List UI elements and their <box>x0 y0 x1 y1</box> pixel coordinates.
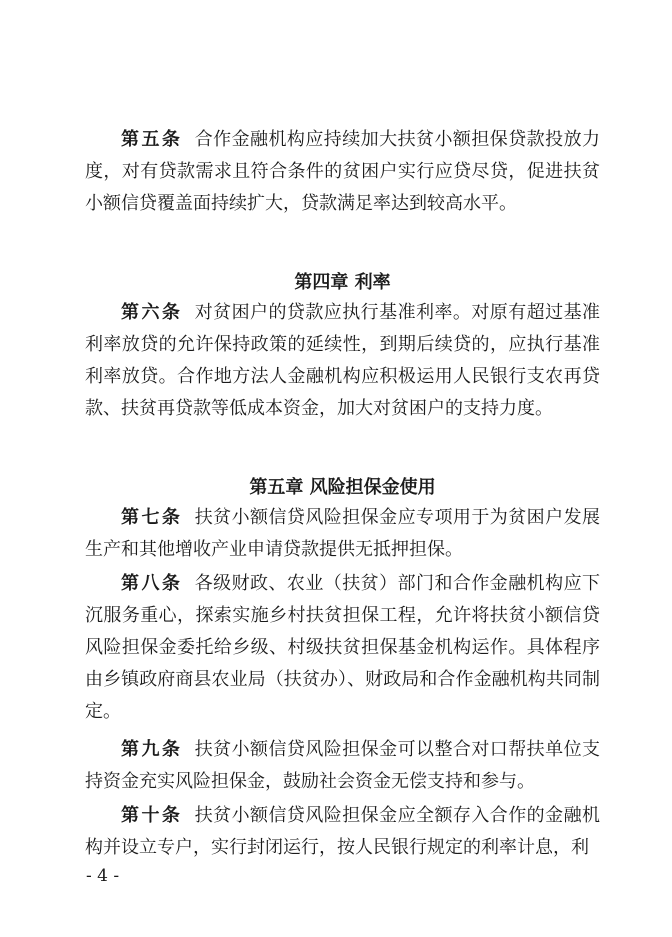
article-text: 扶贫小额信贷风险担保金可以整合对口帮扶单位支持资金充实风险担保金，鼓励社会资金无偿支持和参与。 <box>85 739 601 792</box>
article-label: 第九条 <box>121 739 183 760</box>
article-8 <box>85 568 600 728</box>
article-9 <box>85 734 600 798</box>
article-text: 合作金融机构应持续加大扶贫小额担保贷款投放力度，对有贷款需求且符合条件的贫困户实行应贷尽贷，促进扶贫小额信贷覆盖面持续扩大，贷款满足率达到较高水平。 <box>85 129 601 214</box>
article-text: 扶贫小额信贷风险担保金应全额存入合作的金融机构并设立专户，实行封闭运行，按人民银行规定的利率计息，利 <box>85 805 601 858</box>
article-text: 扶贫小额信贷风险担保金应专项用于为贫困户发展生产和其他增收产业申请贷款提供无抵押担保。 <box>85 507 601 560</box>
article-10 <box>85 800 600 864</box>
article-text: 对贫困户的贷款应执行基准利率。对原有超过基准利率放贷的允许保持政策的延续性，到期后续贷的，应执行基准利率放贷。合作地方法人金融机构应积极运用人民银行支农再贷款、扶贫再贷款等低成本资金，加大对贫困户的支持力度。 <box>85 302 601 419</box>
article-label: 第十条 <box>121 805 183 826</box>
article-label: 第五条 <box>121 129 183 150</box>
article-7 <box>85 502 600 566</box>
article-label: 第六条 <box>121 302 183 323</box>
article-text: 各级财政、农业（扶贫）部门和合作金融机构应下沉服务重心，探索实施乡村扶贫担保工程，允许将扶贫小额信贷风险担保金委托给乡级、村级扶贫担保基金机构运作。具体程序由乡镇政府商县农业局（扶贫办）、财政局和合作金融机构共同制定。 <box>85 573 601 722</box>
page-number: - 4 - <box>86 866 120 886</box>
chapter-heading: 第四章 利率 <box>294 272 391 293</box>
article-5 <box>85 124 600 220</box>
article-6 <box>85 297 600 425</box>
article-label: 第八条 <box>121 573 183 594</box>
article-label: 第七条 <box>121 507 183 528</box>
chapter-heading: 第五章 风险担保金使用 <box>249 477 436 498</box>
